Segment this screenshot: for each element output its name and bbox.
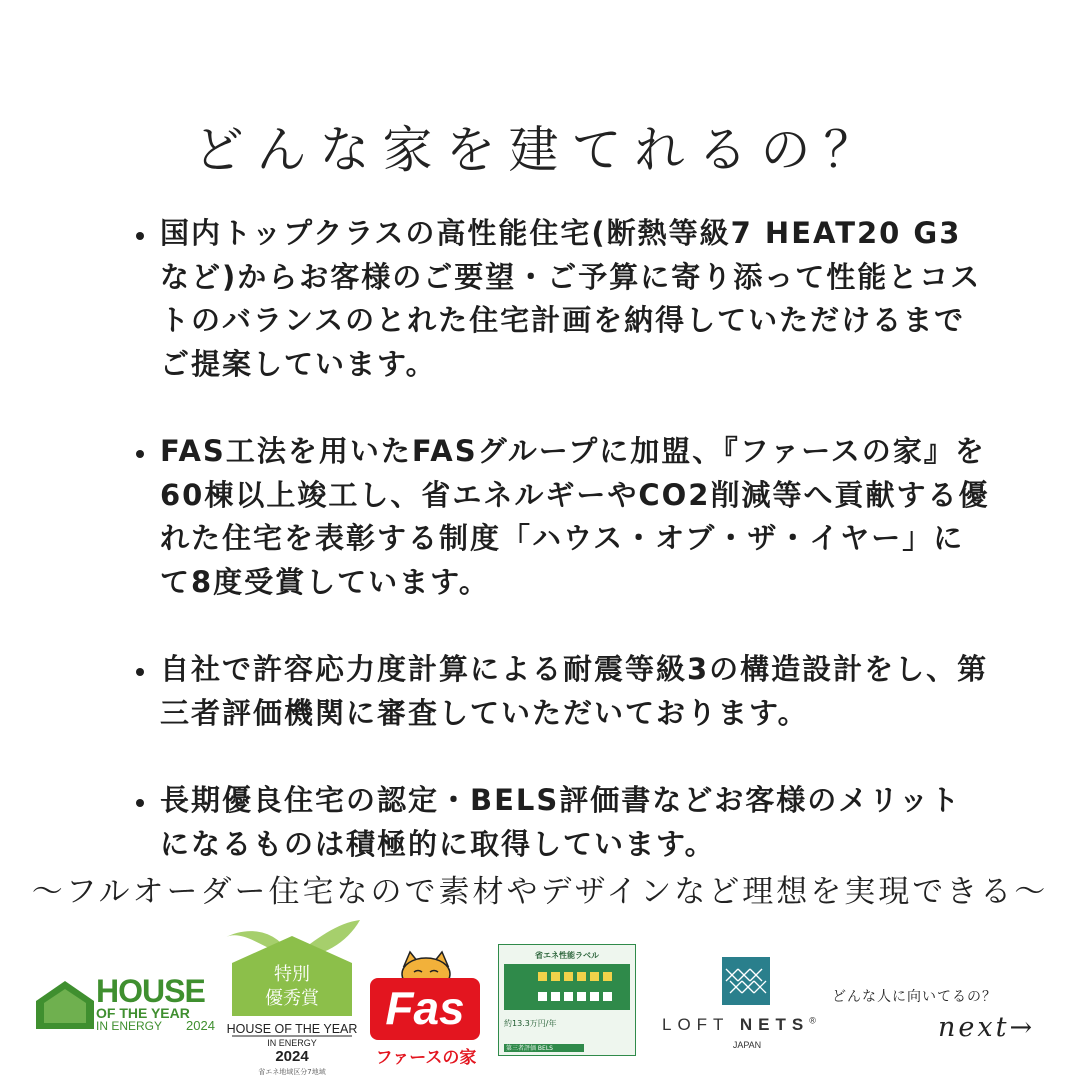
feature-item-performance: 国内トップクラスの高性能住宅(断熱等級7 HEAT20 G3など)からお客様のご要望・ご予算に寄り添って性能とコストのバランスのとれた住宅計画を納得していただけるまでご提案しています。 bbox=[130, 212, 990, 386]
feature-item-certification: 長期優良住宅の認定・BELS評価書などお客様のメリットになるものは積極的に取得しています。 bbox=[130, 779, 990, 866]
fas-jp: ファースの家 bbox=[375, 1048, 477, 1068]
next-question: どんな人に向いてるの？ bbox=[832, 989, 997, 1005]
hoy-line3: IN ENERGY bbox=[96, 1019, 163, 1033]
page-title: どんな家を建てれるの？ bbox=[193, 121, 887, 179]
loftnets-sub: JAPAN bbox=[732, 1040, 762, 1050]
hoy-line1: HOUSE bbox=[96, 973, 205, 1009]
award-line1: 特別 bbox=[274, 964, 310, 985]
fas-logo bbox=[366, 950, 486, 1068]
award-line3: HOUSE OF THE YEAR bbox=[226, 1022, 358, 1036]
feature-list bbox=[130, 212, 990, 866]
loftnets-logo bbox=[662, 955, 837, 1055]
award-year: 2024 bbox=[275, 1048, 309, 1065]
house-of-the-year-logo bbox=[36, 973, 215, 1035]
award-line4: IN ENERGY bbox=[267, 1038, 317, 1048]
award-line2: 優秀賞 bbox=[265, 988, 319, 1009]
award-note: 省エネ地域区分7地域 bbox=[258, 1068, 326, 1076]
bels-header: 省エネ性能ラベル bbox=[535, 951, 599, 960]
loftnets-wordmark: LOFT NETS® bbox=[662, 1015, 816, 1034]
feature-item-structure: 自社で許容応力度計算による耐震等級3の構造設計をし、第三者評価機関に審査していただいております。 bbox=[130, 648, 990, 735]
special-award-emblem bbox=[222, 918, 362, 1078]
hoy-line2: OF THE YEAR bbox=[96, 1005, 190, 1021]
next-button[interactable]: next→ bbox=[938, 1012, 1036, 1043]
bels-label bbox=[498, 944, 636, 1056]
loftnets-lattice-icon bbox=[722, 957, 770, 1005]
fas-word: Fas bbox=[385, 982, 465, 1034]
slogan: ～フルオーダー住宅なので素材やデザインなど理想を実現できる～ bbox=[31, 874, 1049, 910]
bels-footer: 第三者評価 BELS bbox=[506, 1045, 553, 1052]
feature-item-fas: FAS工法を用いたFASグループに加盟、『ファースの家』を60棟以上竣工し、省エネルギーやCO2削減等へ貢献する優れた住宅を表彰する制度「ハウス・オブ・ザ・イヤー」にて8度受賞しています。 bbox=[130, 430, 990, 604]
bels-price: 約13.3万円/年 bbox=[504, 1019, 557, 1028]
house-logo-icon bbox=[36, 979, 94, 1029]
hoy-year: 2024 bbox=[186, 1018, 215, 1033]
